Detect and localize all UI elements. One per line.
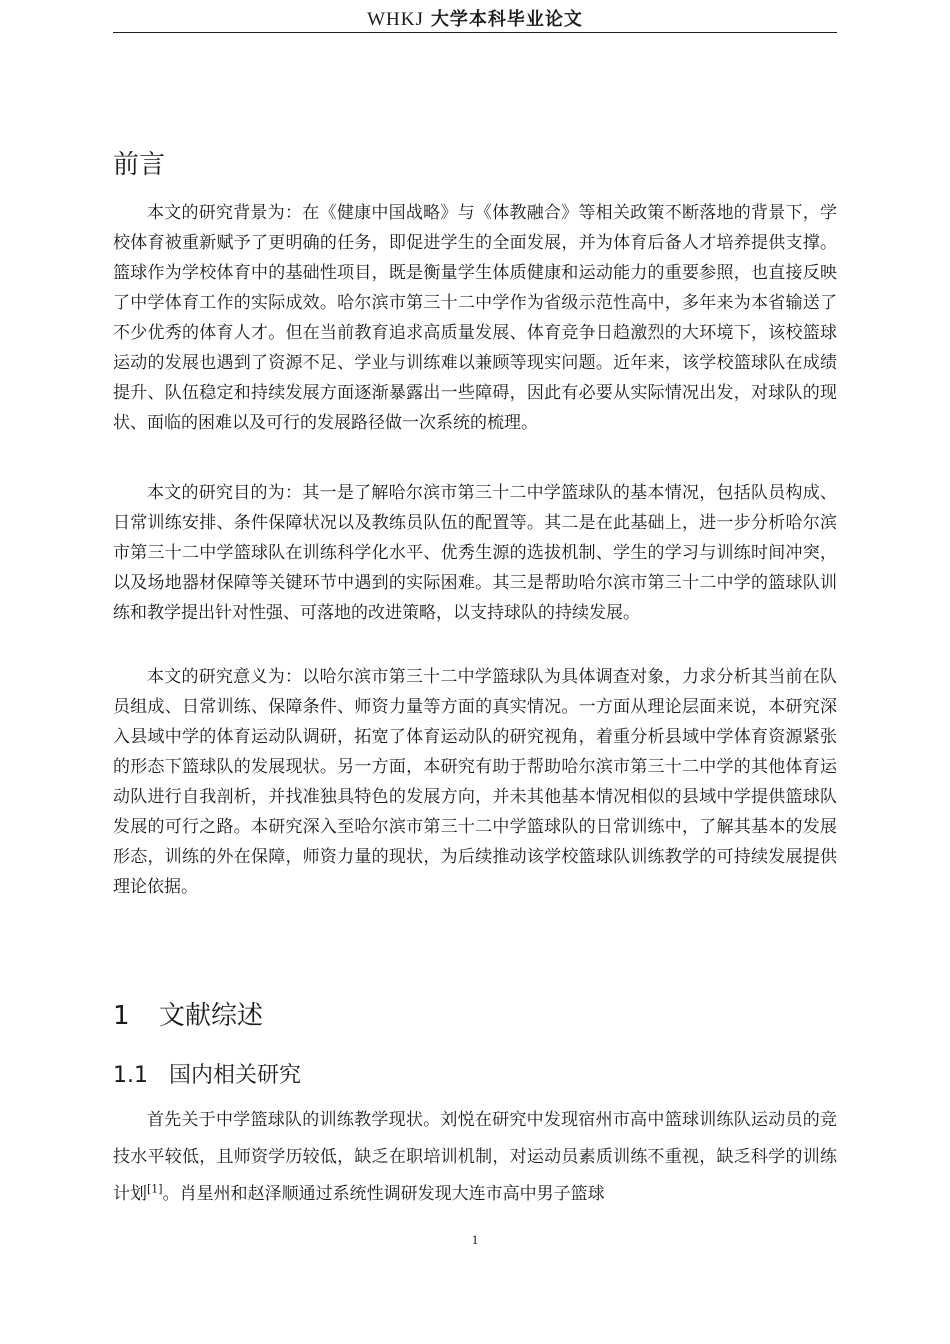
section-heading — [113, 998, 263, 1034]
header-title: 大学本科毕业论文 — [430, 9, 583, 30]
section-number: 1 — [113, 1001, 130, 1031]
literature-text-2: 。肖星州和赵泽顺通过系统性调研发现大连市高中男子篮球 — [162, 1184, 605, 1204]
page-number: 1 — [471, 1232, 479, 1247]
subsection-heading — [113, 1061, 301, 1091]
preface-heading: 前言 — [113, 150, 166, 180]
preface-paragraph-background: 本文的研究背景为：在《健康中国战略》与《体教融合》等相关政策不断落地的背景下，学校体育被重新赋予了更明确的任务，即促进学生的全面发展，并为体育后备人才培养提供支撑。篮球作为学校体育中的基础性项目，既是衡量学生体质健康和运动能力的重要参照，也直接反映了中学体育工作的实际成效。哈尔滨市第三十二中学作为省级示范性高中，多年来为本省输送了不少优秀的体育人才。但在当前教育追求高质量发展、体育竞争日趋激烈的大环境下，该校篮球运动的发展也遇到了资源不足、学业与训练难以兼顾等现实问题。近年来，该学校篮球队在成绩提升、队伍稳定和持续发展方面逐渐暴露出一些障碍，因此有必要从实际情况出发，对球队的现状、面临的困难以及可行的发展路径做一次系统的梳理。 — [113, 203, 837, 433]
running-header — [113, 6, 837, 33]
citation-ref[interactable]: [1] — [147, 1182, 163, 1196]
preface-paragraph-purpose: 本文的研究目的为：其一是了解哈尔滨市第三十二中学篮球队的基本情况，包括队员构成、日常训练安排、条件保障状况以及教练员队伍的配置等。其二是在此基础上，进一步分析哈尔滨市第三十二中学篮球队在训练科学化水平、优秀生源的选拔机制、学生的学习与训练时间冲突，以及场地器材保障等关键环节中遇到的实际困难。其三是帮助哈尔滨市第三十二中学的篮球队训练和教学提出针对性强、可落地的改进策略，以支持球队的持续发展。 — [113, 483, 837, 623]
preface-paragraph-significance: 本文的研究意义为：以哈尔滨市第三十二中学篮球队为具体调查对象，力求分析其当前在队员组成、日常训练、保障条件、师资力量等方面的真实情况。一方面从理论层面来说，本研究深入县域中学的体育运动队调研，拓宽了体育运动队的研究视角，着重分析县域中学体育资源紧张的形态下篮球队的发展现状。另一方面，本研究有助于帮助哈尔滨市第三十二中学的其他体育运动队进行自我剖析，并找准独具特色的发展方向，并未其他基本情况相似的县域中学提供篮球队发展的可行之路。本研究深入至哈尔滨市第三十二中学篮球队的日常训练中，了解其基本的发展形态，训练的外在保障，师资力量的现状，为后续推动该学校篮球队训练教学的可持续发展提供理论依据。 — [113, 667, 837, 897]
literature-paragraph — [113, 1102, 837, 1213]
literature-text-1: 首先关于中学篮球队的训练教学现状。刘悦在研究中发现宿州市高中篮球训练队运动员的竞技水平较低，且师资学历较低，缺乏在职培训机制，对运动员素质训练不重视，缺乏科学的训练计划 — [113, 1110, 837, 1204]
subsection-number: 1.1 — [113, 1063, 148, 1088]
subsection-title: 国内相关研究 — [169, 1063, 302, 1088]
header-code: WHKJ — [367, 9, 424, 30]
section-title: 文献综述 — [159, 1001, 264, 1031]
